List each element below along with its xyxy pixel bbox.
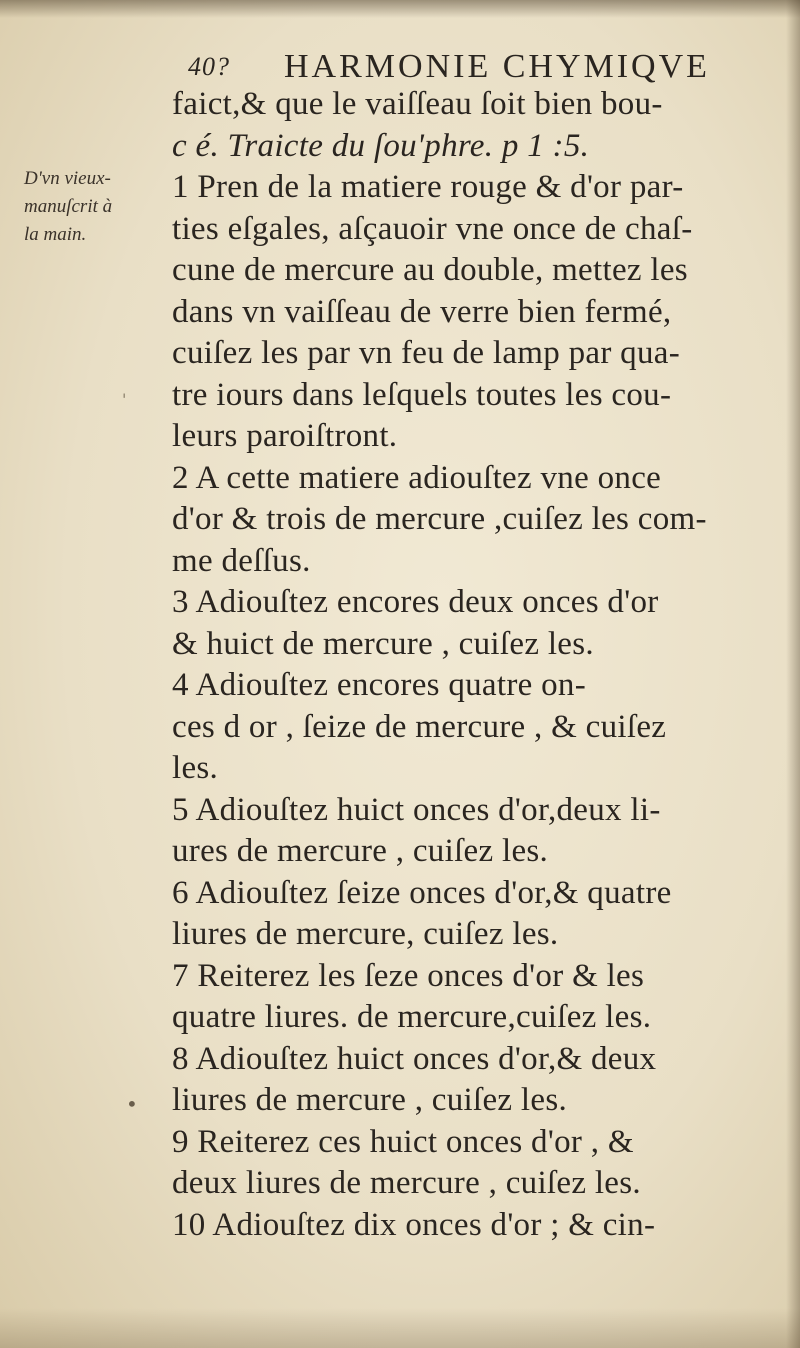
- marginal-note-line: manuſcrit à: [24, 196, 113, 217]
- text-line: cune de mercure au double, mettez les: [172, 252, 688, 288]
- text-line: & huict de mercure , cuiſez les.: [172, 625, 594, 662]
- text-line: cuiſez les par vn feu de lamp par qua-: [172, 335, 681, 371]
- marginal-note-line: D'vn vieux-: [24, 168, 111, 189]
- bottom-edge-shadow: [0, 1308, 800, 1348]
- text-line: leurs paroiſtront.: [172, 418, 398, 454]
- running-title: HARMONIE CHYMIQVE: [284, 48, 710, 85]
- text-line: 5 Adiouſtez huict onces d'or,deux li-: [172, 791, 661, 828]
- text-line-reference: c é. Traicte du ſou'phre. p 1 :5.: [172, 127, 590, 164]
- page-number: 40?: [188, 52, 230, 81]
- text-line: quatre liures. de mercure,cuiſez les.: [172, 999, 652, 1035]
- text-line: 10 Adiouſtez dix onces d'or ; & cin-: [172, 1206, 656, 1243]
- body-text: [172, 84, 772, 1246]
- top-edge-shadow: [0, 0, 800, 18]
- text-line: ures de mercure , cuiſez les.: [172, 833, 549, 869]
- text-line: 8 Adiouſtez huict onces d'or,& deux: [172, 1040, 657, 1077]
- text-line: liures de mercure , cuiſez les.: [172, 1082, 568, 1118]
- text-line: faict,& que le vaiſſeau ſoit bien bou-: [172, 86, 663, 122]
- text-line: 6 Adiouſtez ſeize onces d'or,& quatre: [172, 874, 672, 911]
- text-line: tre iours dans leſquels toutes les cou-: [172, 376, 672, 413]
- text-line: dans vn vaiſſeau de verre bien fermé,: [172, 293, 672, 330]
- text-line: deux liures de mercure , cuiſez les.: [172, 1165, 641, 1201]
- right-edge-shadow: [786, 0, 800, 1348]
- text-line: ties eſgales, aſçauoir vne once de chaſ-: [172, 210, 693, 247]
- marginal-note: [24, 165, 184, 249]
- text-line: ces d or , ſeize de mercure , & cuiſez: [172, 708, 667, 745]
- stray-tick-mark: ': [122, 390, 127, 409]
- text-line: 2 A cette matiere adiouſtez vne once: [172, 459, 662, 496]
- marginal-note-line: la main.: [24, 224, 87, 245]
- text-line: me deſſus.: [172, 542, 311, 579]
- text-line: 3 Adiouſtez encores deux onces d'or: [172, 584, 659, 620]
- text-line: les.: [172, 750, 219, 786]
- text-line: 7 Reiterez les ſeze onces d'or & les: [172, 957, 645, 994]
- stray-bullet-mark: •: [126, 1092, 138, 1116]
- text-line: 9 Reiterez ces huict onces d'or , &: [172, 1123, 634, 1160]
- text-line: d'or & trois de mercure ,cuiſez les com-: [172, 501, 707, 537]
- text-line: 4 Adiouſtez encores quatre on-: [172, 667, 587, 703]
- text-line: liures de mercure, cuiſez les.: [172, 916, 559, 952]
- text-line: 1 Pren de la matiere rouge & d'or par-: [172, 169, 684, 205]
